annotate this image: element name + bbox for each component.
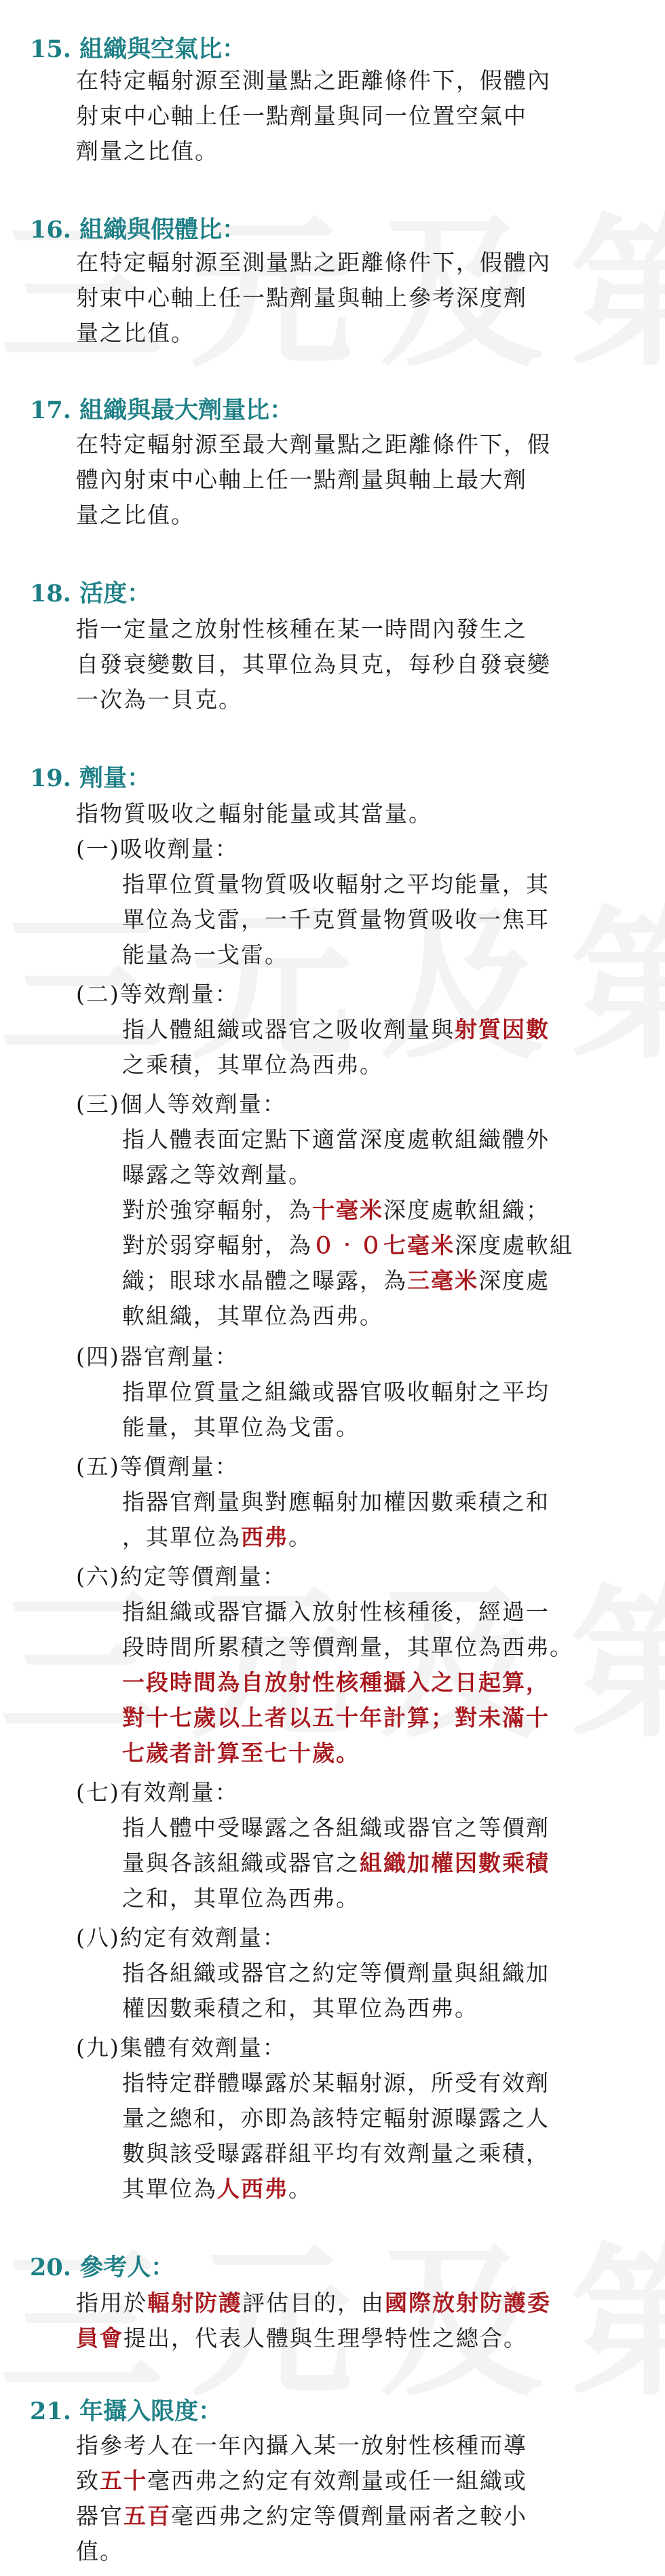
section-15-line-1: 在特定輻射源至測量點之距離條件下，假體內: [76, 67, 551, 94]
highlight-radiation-protection: 輻射防護: [147, 2290, 242, 2316]
highlight-tissue-weighting: 組織加權因數乘積: [360, 1850, 550, 1876]
text-run: 織；眼球水晶體之曝露，為: [122, 1267, 407, 1294]
effective-dose-line-3: 之和，其單位為西弗。: [122, 1885, 360, 1911]
committed-effective-dose-line-2: 權因數乘積之和，其單位為西弗。: [122, 1995, 478, 2021]
section-21-heading: [30, 2396, 222, 2427]
personal-dose-line-4: [122, 1230, 573, 1261]
section-15-line-2: 射束中心軸上任一點劑量與同一位置空氣中: [76, 102, 527, 129]
section-21-line-1: 指參考人在一年內攝入某一放射性核種而導: [76, 2432, 527, 2459]
text-run: ，其單位為: [122, 1524, 241, 1550]
section-21-line-2: [76, 2465, 527, 2497]
text-run: 深度處軟組織；: [383, 1197, 550, 1223]
highlight-fifty: 五十: [100, 2467, 147, 2494]
text-run: 評估目的，由: [242, 2290, 385, 2316]
personal-dose-line-6: 軟組織，其單位為西弗。: [122, 1303, 383, 1329]
section-title: 參考人：: [79, 2254, 175, 2281]
section-17-line-3: 量之比值。: [76, 502, 195, 528]
section-title: 劑量：: [79, 764, 151, 792]
collective-dose-line-1: 指特定群體曝露於某輻射源，所受有效劑: [122, 2070, 550, 2096]
section-17-line-1: 在特定輻射源至最大劑量點之距離條件下，假: [76, 431, 551, 458]
equivalent-dose-2-line-1: 指器官劑量與對應輻射加權因數乘積之和: [122, 1489, 550, 1515]
absorbed-dose-label: (一)吸收劑量：: [76, 836, 239, 862]
collective-dose-line-4: [122, 2173, 312, 2205]
highlight-3mm: 三毫米: [407, 1267, 478, 1294]
committed-effective-dose-line-1: 指各組織或器官之約定等價劑量與組織加: [122, 1960, 550, 1986]
committed-equivalent-dose-note-1: 一段時間為自放射性核種攝入之日起算，: [122, 1669, 550, 1696]
text-run: 指用於: [76, 2290, 147, 2316]
text-run: 。: [288, 2176, 312, 2202]
highlight-icrp-2: 員會: [76, 2325, 124, 2351]
personal-dose-line-1: 指人體表面定點下適當深度處軟組織體外: [122, 1126, 550, 1153]
equivalent-dose-2-line-2: [122, 1522, 312, 1553]
committed-equivalent-dose-note-2: 對十七歲以上者以五十年計算；對未滿十: [122, 1704, 550, 1731]
section-title: 年攝入限度：: [79, 2397, 223, 2425]
text-run: 對於強穿輻射，為: [122, 1197, 312, 1223]
committed-equivalent-dose-line-2: 段時間所累積之等價劑量，其單位為西弗。: [122, 1634, 573, 1660]
effective-dose-line-1: 指人體中受曝露之各組織或器官之等價劑: [122, 1814, 550, 1841]
text-run: 毫西弗之約定有效劑量或任一組織或: [147, 2467, 527, 2494]
highlight-10mm: 十毫米: [312, 1197, 383, 1223]
section-18-line-2: 自發衰變數目，其單位為貝克，每秒自發衰變: [76, 651, 551, 677]
section-16-line-1: 在特定輻射源至測量點之距離條件下，假體內: [76, 249, 551, 276]
section-20-heading: [30, 2252, 174, 2283]
equivalent-dose-line-1: [122, 1014, 550, 1045]
section-number: 16.: [30, 216, 71, 244]
personal-dose-line-3: [122, 1195, 550, 1226]
section-18-line-1: 指一定量之放射性核種在某一時間內發生之: [76, 616, 527, 642]
section-15-line-3: 劑量之比值。: [76, 138, 218, 164]
section-number: 20.: [30, 2254, 71, 2281]
collective-dose-line-2: 量之總和，亦即為該特定輻射源曝露之人: [122, 2105, 550, 2131]
section-18-line-3: 一次為一貝克。: [76, 686, 242, 713]
text-run: 器官: [76, 2503, 124, 2529]
section-17-line-2: 體內射束中心軸上任一點劑量與軸上最大劑: [76, 466, 527, 493]
section-17-heading: [30, 395, 293, 426]
section-number: 21.: [30, 2397, 71, 2425]
committed-equivalent-dose-label: (六)約定等價劑量：: [76, 1563, 286, 1590]
section-number: 15.: [30, 35, 71, 63]
section-16-line-2: 射束中心軸上任一點劑量與軸上參考深度劑: [76, 284, 527, 311]
effective-dose-line-2: [122, 1848, 550, 1879]
organ-dose-line-2: 能量，其單位為戈雷。: [122, 1414, 360, 1440]
equivalent-dose-line-2: 之乘積，其單位為西弗。: [122, 1051, 383, 1078]
text-run: 量與各該組織或器官之: [122, 1850, 360, 1876]
highlight-icrp: 國際放射防護委: [385, 2290, 551, 2316]
personal-dose-label: (三)個人等效劑量：: [76, 1091, 286, 1117]
text-run: 深度處: [478, 1267, 550, 1294]
organ-dose-line-1: 指單位質量之組織或器官吸收輻射之平均: [122, 1379, 550, 1405]
section-20-line-2: [76, 2323, 527, 2354]
highlight-0-07mm: ０‧０七毫米: [312, 1232, 455, 1258]
section-20-line-1: [76, 2288, 551, 2319]
committed-equivalent-dose-line-1: 指組織或器官攝入放射性核種後，經過一: [122, 1599, 550, 1625]
personal-dose-line-2: 曝露之等效劑量。: [122, 1161, 312, 1188]
section-16-line-3: 量之比值。: [76, 320, 195, 346]
section-19-heading: [30, 763, 151, 794]
section-21-line-4: 值。: [76, 2538, 124, 2564]
text-run: 深度處軟組: [455, 1232, 573, 1258]
section-title: 活度：: [79, 580, 151, 608]
organ-dose-label: (四)器官劑量：: [76, 1343, 239, 1370]
collective-dose-line-3: 數與該受曝露群組平均有效劑量之乘積，: [122, 2140, 550, 2167]
section-15-heading: [30, 34, 246, 65]
text-run: 提出，代表人體與生理學特性之總合。: [124, 2325, 527, 2351]
section-number: 17.: [30, 396, 71, 424]
watermark-1: [0, 163, 665, 397]
collective-dose-label: (九)集體有效劑量：: [76, 2034, 286, 2061]
committed-equivalent-dose-note-3: 七歲者計算至七十歲。: [122, 1740, 360, 1766]
highlight-sievert: 西弗: [241, 1524, 288, 1550]
equivalent-dose-label: (二)等效劑量：: [76, 981, 239, 1007]
section-title: 組織與空氣比：: [79, 35, 246, 63]
highlight-radiation-quality-factor: 射質因數: [455, 1016, 550, 1043]
absorbed-dose-line-2: 單位為戈雷，一千克質量物質吸收一焦耳: [122, 906, 550, 933]
section-18-heading: [30, 578, 151, 610]
section-number: 19.: [30, 764, 71, 792]
text-run: 對於弱穿輻射，為: [122, 1232, 312, 1258]
text-run: 毫西弗之約定等價劑量兩者之較小: [171, 2503, 527, 2529]
section-21-line-3: [76, 2501, 527, 2532]
effective-dose-label: (七)有效劑量：: [76, 1779, 239, 1806]
committed-effective-dose-label: (八)約定有效劑量：: [76, 1924, 286, 1951]
section-number: 18.: [30, 580, 71, 608]
section-title: 組織與假體比：: [79, 216, 246, 244]
section-19-intro: 指物質吸收之輻射能量或其當量。: [76, 800, 432, 827]
text-run: 。: [288, 1524, 312, 1550]
equivalent-dose-2-label: (五)等價劑量：: [76, 1453, 239, 1480]
personal-dose-line-5: [122, 1265, 550, 1296]
text-run: 其單位為: [122, 2176, 217, 2202]
highlight-five-hundred: 五百: [124, 2503, 171, 2529]
absorbed-dose-line-3: 能量為一戈雷。: [122, 941, 288, 968]
highlight-person-sievert: 人西弗: [217, 2176, 288, 2202]
section-title: 組織與最大劑量比：: [79, 396, 294, 424]
text-run: 致: [76, 2467, 100, 2494]
section-16-heading: [30, 214, 246, 246]
text-run: 指人體組織或器官之吸收劑量與: [122, 1016, 455, 1043]
absorbed-dose-line-1: 指單位質量物質吸收輻射之平均能量，其: [122, 871, 550, 897]
